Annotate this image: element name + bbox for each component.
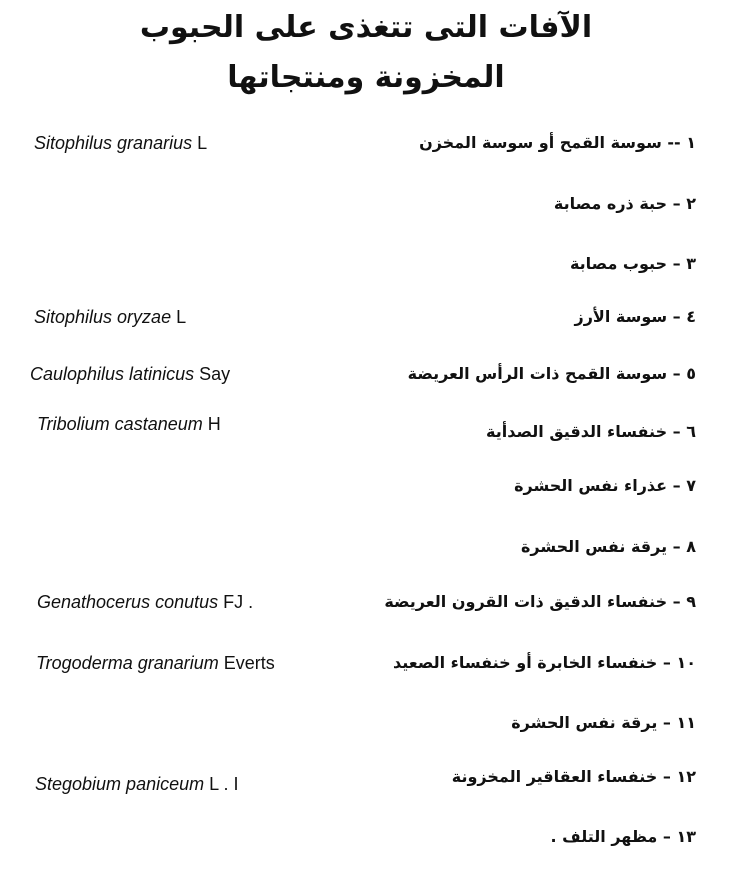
list-item: [0, 192, 732, 222]
arabic-name: ٩ – خنفساء الدقيق ذات القرون العريضة: [384, 592, 696, 611]
species-name: Tribolium castaneum: [37, 414, 203, 434]
list-item: [0, 825, 732, 855]
arabic-name: ٦ – خنفساء الدقيق الصدأية: [486, 422, 696, 441]
arabic-name: ٥ – سوسة القمح ذات الرأس العريضة: [407, 364, 696, 383]
author-name: FJ .: [218, 592, 254, 612]
list-item: [0, 474, 732, 504]
list-item: [0, 252, 732, 282]
arabic-name: ١١ – يرقة نفس الحشرة: [511, 713, 696, 732]
page-title-line-2: المخزونة ومنتجاتها: [227, 60, 505, 95]
scientific-name: [35, 772, 238, 796]
species-name: Sitophilus oryzae: [34, 307, 172, 327]
list-item: [0, 711, 732, 741]
species-name: Genathocerus conutus: [37, 592, 219, 612]
scientific-name: [34, 305, 186, 329]
list-item: [0, 131, 732, 161]
scientific-name: [37, 590, 253, 614]
arabic-name: ٣ – حبوب مصابة: [569, 254, 696, 273]
species-name: Trogoderma granarium: [36, 653, 219, 673]
scientific-name: [37, 412, 221, 436]
arabic-name: ٤ – سوسة الأرز: [574, 307, 696, 326]
species-name: Sitophilus granarius: [34, 133, 193, 153]
arabic-name: ٨ – يرقة نفس الحشرة: [520, 537, 696, 556]
arabic-name: ٢ – حبة ذره مصابة: [553, 194, 696, 213]
list-item: [0, 305, 732, 335]
scientific-name: [34, 131, 207, 155]
scientific-name: [30, 362, 230, 386]
page-title-line-1: الآفات التى تتغذى على الحبوب: [139, 10, 593, 45]
species-name: Caulophilus latinicus: [30, 364, 195, 384]
author-name: L: [192, 133, 208, 153]
list-item: [0, 414, 732, 450]
arabic-name: ١٠ – خنفساء الخابرة أو خنفساء الصعيد: [393, 653, 696, 672]
arabic-name: ١٣ – مظهر التلف .: [550, 827, 696, 846]
scientific-name: [36, 651, 275, 675]
list-item: [0, 651, 732, 681]
list-item: [0, 362, 732, 392]
list-item: [0, 590, 732, 620]
author-name: Say: [194, 364, 231, 384]
arabic-name: ١ -- سوسة القمح أو سوسة المخزن: [419, 133, 696, 152]
author-name: H: [202, 414, 221, 434]
author-name: L: [171, 307, 187, 327]
list-item: [0, 765, 732, 795]
author-name: Everts: [218, 653, 275, 673]
arabic-name: ٧ – عذراء نفس الحشرة: [514, 476, 696, 495]
author-name: L . I: [204, 774, 239, 794]
species-name: Stegobium paniceum: [35, 774, 205, 794]
list-item: [0, 535, 732, 565]
arabic-name: ١٢ – خنفساء العقاقير المخزونة: [451, 767, 696, 786]
